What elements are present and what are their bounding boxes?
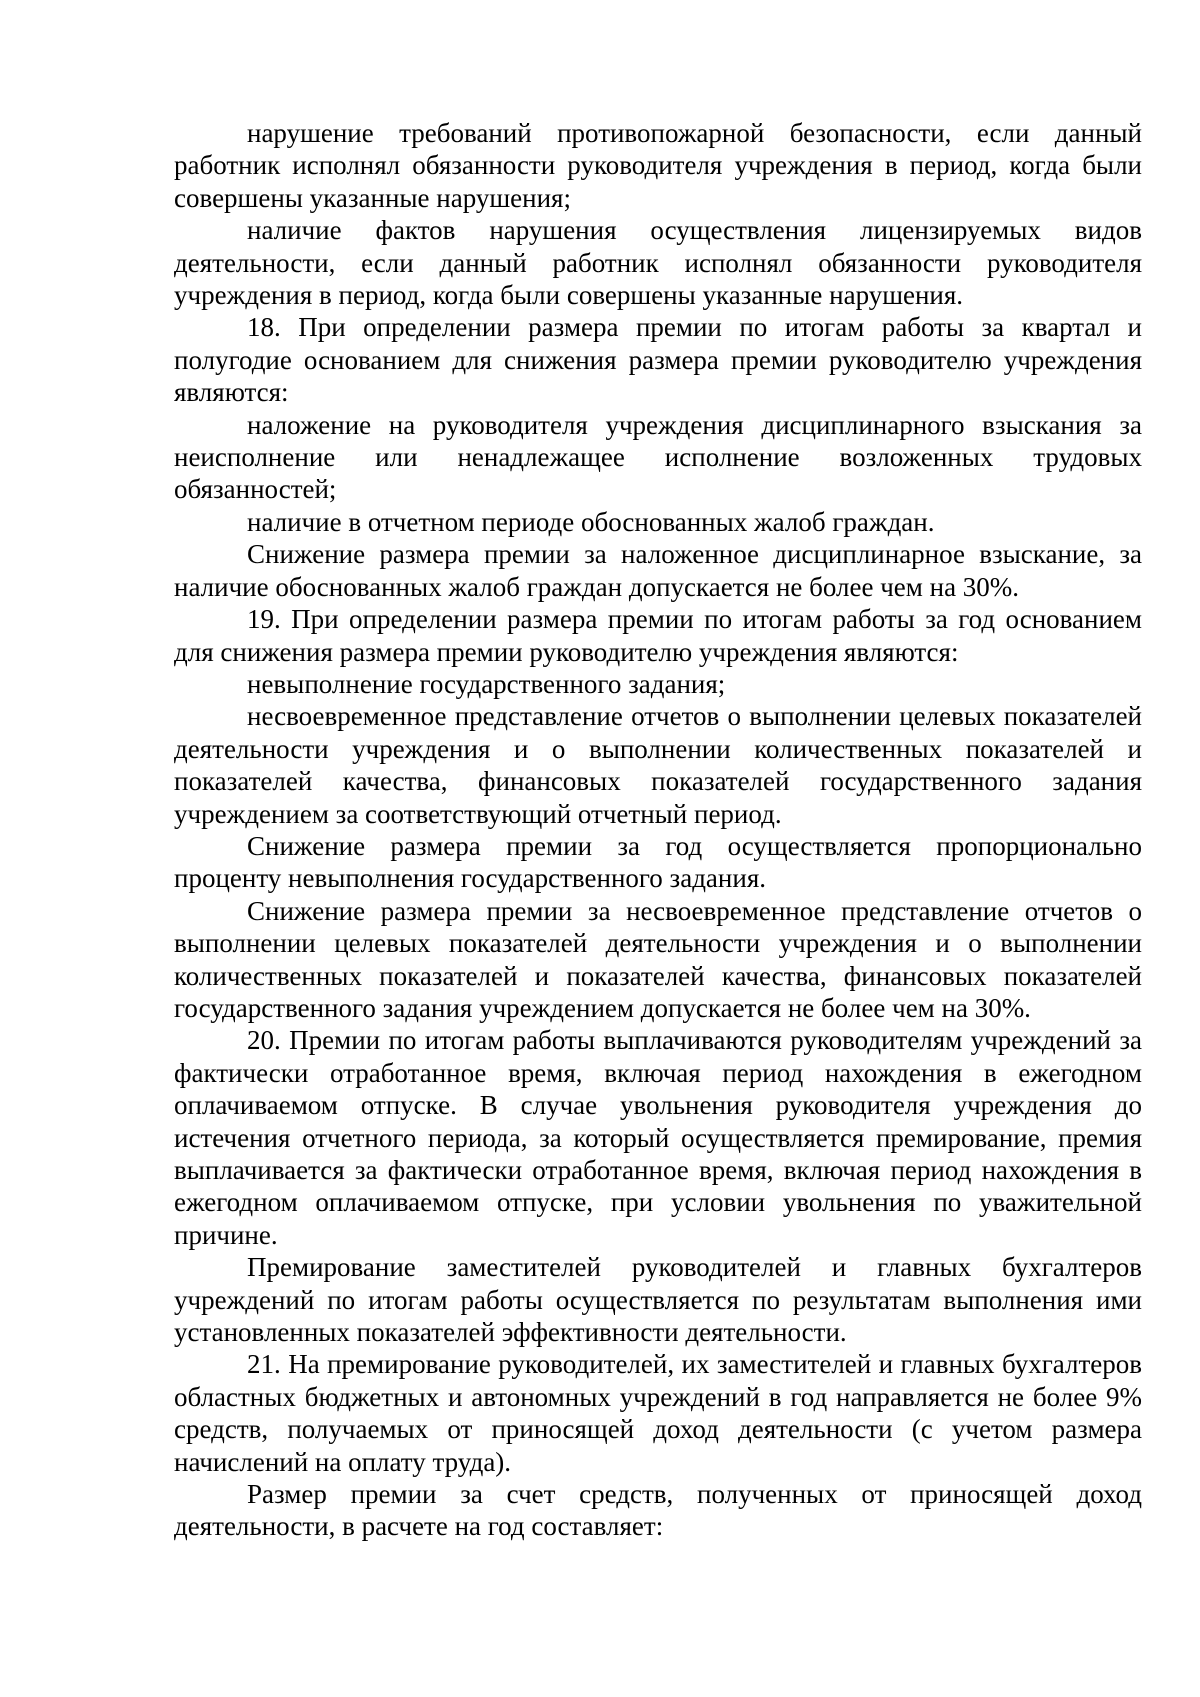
paragraph-state-task-failure: невыполнение государственного задания; bbox=[247, 668, 726, 699]
paragraph-deputies-bonus: Премирование заместителей руководителей и главных бухгалтеров учреждений по итогам работы осуществляется по результатам выполнения ими установленных показателей эффективности деятельности. bbox=[174, 1252, 1142, 1348]
paragraph-reduction-limit-30: Снижение размера премии за наложенное дисциплинарное взыскание, за наличие обоснованных жалоб граждан допускается не более чем на 30%. bbox=[174, 539, 1142, 602]
paragraph-fire-safety-violation: нарушение требований противопожарной безопасности, если данный работник исполнял обязанности руководителя учреждения в период, когда были совершены указанные нарушения; bbox=[174, 118, 1142, 213]
paragraph-late-reports: несвоевременное представление отчетов о выполнении целевых показателей деятельности учреждения и о выполнении количественных показателей и показателей качества, финансовых показателей государственного задания учреждением за соответствующий отчетный период. bbox=[174, 701, 1142, 829]
paragraph-clause-19: 19. При определении размера премии по итогам работы за год основанием для снижения размера премии руководителю учреждения являются: bbox=[174, 604, 1142, 667]
paragraph-citizen-complaints: наличие в отчетном периоде обоснованных жалоб граждан. bbox=[247, 506, 935, 537]
paragraph-clause-20: 20. Премии по итогам работы выплачиваются руководителям учреждений за фактически отработанное время, включая период нахождения в ежегодном оплачиваемом отпуске. В случае увольнения руководителя учреждения до истечения отчетного периода, за который осуществляется премирование, премия выплачивается за фактически отработанное время, включая период нахождения в ежегодном оплачиваемом отпуске, при условии увольнения по уважительной причине. bbox=[174, 1025, 1142, 1250]
paragraph-licensing-violation: наличие фактов нарушения осуществления лицензируемых видов деятельности, если данный работник исполнял обязанности руководителя учреждения в период, когда были совершены указанные нарушения. bbox=[174, 215, 1142, 311]
document-body bbox=[174, 117, 1142, 1543]
paragraph-late-reports-limit: Снижение размера премии за несвоевременное представление отчетов о выполнении целевых показателей деятельности учреждения и о выполнении количественных показателей и показателей качества, финансовых показателей государственного задания учреждением допускается не более чем на 30%. bbox=[174, 895, 1142, 1023]
paragraph-disciplinary-action: наложение на руководителя учреждения дисциплинарного взыскания за неисполнение или ненадлежащее исполнение возложенных трудовых обязанностей; bbox=[174, 409, 1142, 505]
paragraph-proportional-reduction: Снижение размера премии за год осуществляется пропорционально проценту невыполнения государственного задания. bbox=[174, 830, 1142, 894]
paragraph-clause-18: 18. При определении размера премии по итогам работы за квартал и полугодие основанием для снижения размера премии руководителю учреждения являются: bbox=[174, 312, 1142, 408]
paragraph-bonus-size-intro: Размер премии за счет средств, полученных от приносящей доход деятельности, в расчете на год составляет: bbox=[174, 1479, 1142, 1542]
paragraph-clause-21: 21. На премирование руководителей, их заместителей и главных бухгалтеров областных бюджетных и автономных учреждений в год направляется не более 9% средств, получаемых от приносящей доход деятельности (с учетом размера начислений на оплату труда). bbox=[174, 1349, 1142, 1477]
